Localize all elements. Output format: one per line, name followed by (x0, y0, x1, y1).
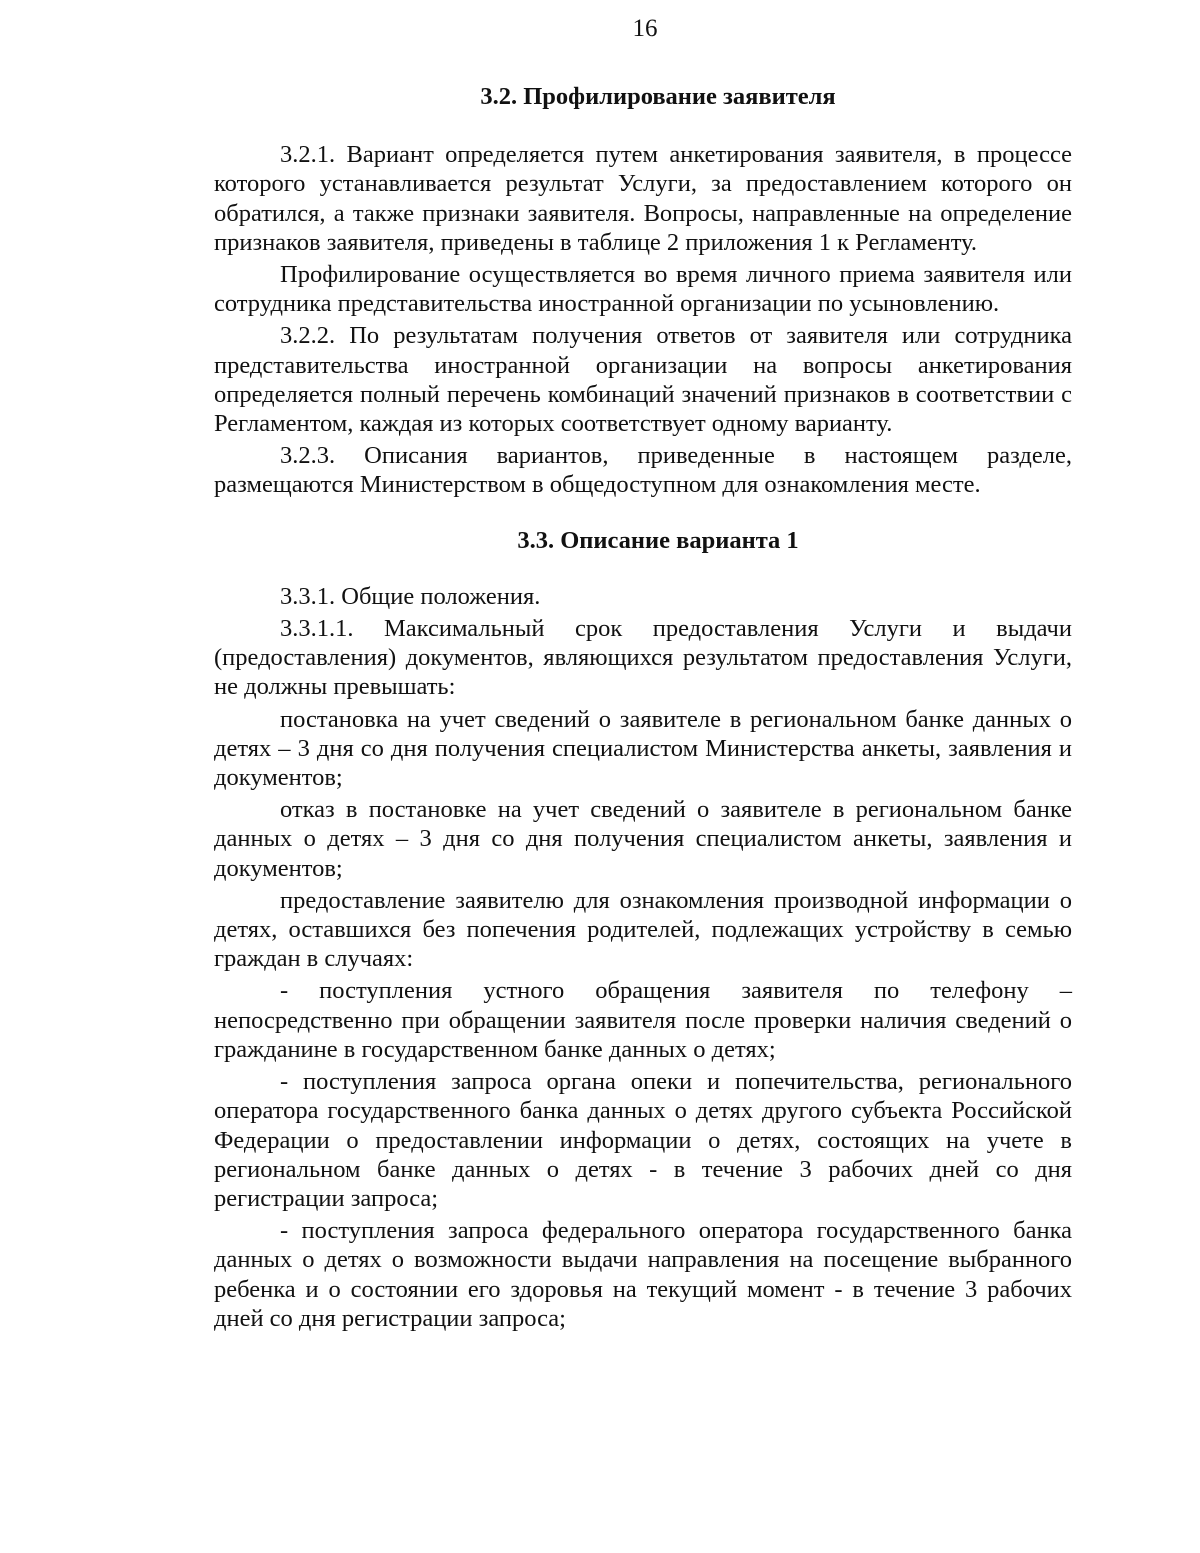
list-item-federal-request: - поступления запроса федерального оператора государственного банка данных о детях о возможности выдачи направления на посещение выбранного ребенка и о состоянии его здоровья на текущий момент - в течение 3 рабочих дней со дня регистрации запроса; (214, 1217, 1072, 1332)
list-item-phone: - поступления устного обращения заявителя по телефону – непосредственно при обращении заявителя после проверки наличия сведений о гражданине в государственном банке данных о детях; (214, 977, 1072, 1063)
page-number: 16 (632, 15, 658, 42)
list-item-guardianship-request: - поступления запроса органа опеки и попечительства, регионального оператора государственного банка данных о детях другого субъекта Российской Федерации о предоставлении информации о детях, состоящих на учете в региональном банке данных о детях - в течение 3 рабочих дней со дня регистрации запроса; (214, 1068, 1072, 1212)
section-heading-3-3: 3.3. Описание варианта 1 (517, 526, 799, 554)
paragraph-information: предоставление заявителю для ознакомления производной информации о детях, оставшихся без попечения родителей, подлежащих устройству в семью граждан в случаях: (214, 886, 1072, 973)
paragraph-3-3-1: 3.3.1. Общие положения. (280, 582, 541, 610)
paragraph-3-2-2: 3.2.2. По результатам получения ответов от заявителя или сотрудника представительства иностранной организации на вопросы анкетирования определяется полный перечень комбинаций значений признаков в соответствии с Регламентом, каждая из которых соответствует одному варианту. (214, 322, 1072, 438)
paragraph-registration: постановка на учет сведений о заявителе в региональном банке данных о детях – 3 дня со дня получения специалистом Министерства анкеты, заявления и документов; (214, 705, 1072, 792)
document-body (214, 82, 1072, 1333)
paragraph-3-2-3: 3.2.3. Описания вариантов, приведенные в настоящем разделе, размещаются Министерством в общедоступном для ознакомления месте. (214, 442, 1072, 499)
paragraph-3-3-1-1: 3.3.1.1. Максимальный срок предоставления Услуги и выдачи (предоставления) документов, являющихся результатом предоставления Услуги, не должны превышать: (214, 615, 1072, 701)
paragraph-profiling: Профилирование осуществляется во время личного приема заявителя или сотрудника представительства иностранной организации по усыновлению. (214, 261, 1072, 318)
section-heading-3-2: 3.2. Профилирование заявителя (480, 83, 836, 110)
paragraph-3-2-1: 3.2.1. Вариант определяется путем анкетирования заявителя, в процессе которого устанавливается результат Услуги, за предоставлением которого он обратился, а также признаки заявителя. Вопросы, направленные на определение признаков заявителя, приведены в таблице 2 приложения 1 к Регламенту. (214, 141, 1072, 256)
paragraph-refusal: отказ в постановке на учет сведений о заявителе в региональном банке данных о детях – 3 дня со дня получения специалистом анкеты, заявления и документов; (214, 796, 1072, 882)
